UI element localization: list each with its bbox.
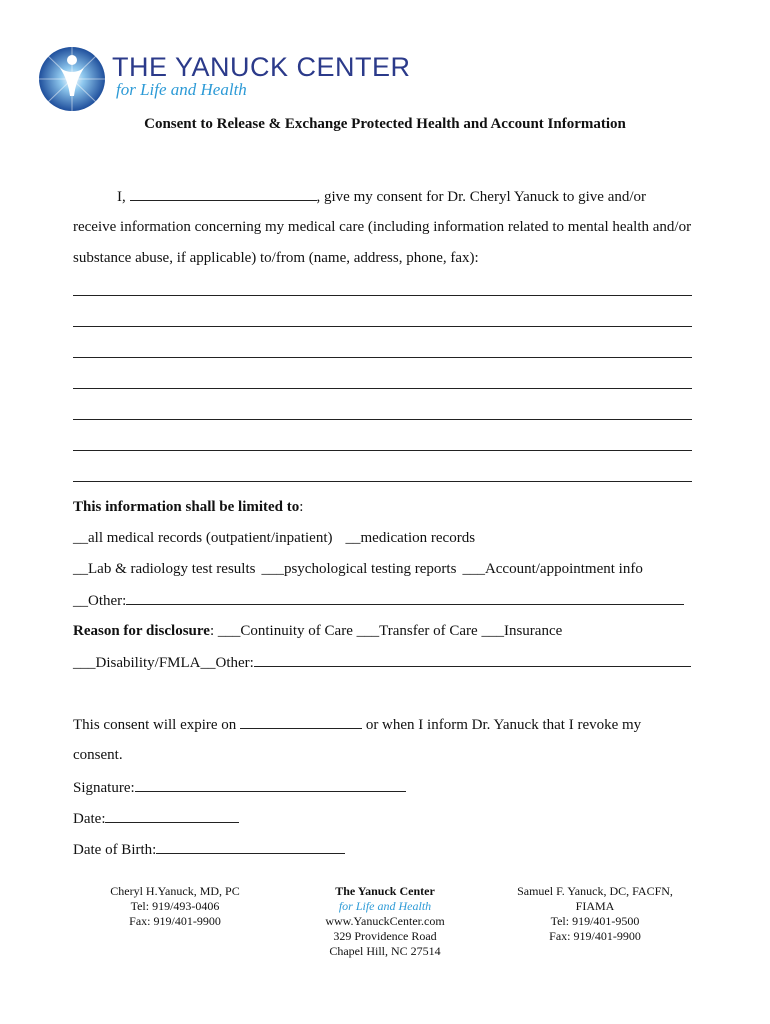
footer-center	[290, 884, 480, 959]
expire-row-1	[73, 714, 641, 735]
option-account[interactable]: ___Account/appointment info	[462, 561, 643, 577]
recipient-line-6[interactable]	[73, 450, 692, 451]
expire-suffix: or when I inform Dr. Yanuck that I revoke my	[362, 717, 642, 733]
option-continuity[interactable]: ___Continuity of Care	[217, 623, 353, 639]
option-transfer[interactable]: ___Transfer of Care	[356, 623, 478, 639]
consent-line-3: substance abuse, if applicable) to/from (name, address, phone, fax):	[73, 250, 479, 266]
option-all-medical[interactable]: __all medical records (outpatient/inpatient)	[73, 530, 333, 546]
expire-row-2: consent.	[73, 747, 123, 763]
limited-heading-row	[73, 497, 303, 517]
reason-row-2	[73, 652, 691, 673]
consent-line-1	[117, 186, 646, 207]
footer-center-tagline: for Life and Health	[338, 899, 432, 913]
limited-row-1	[73, 528, 475, 548]
option-other[interactable]: __Other:	[73, 593, 127, 609]
date-label: Date:	[73, 811, 106, 827]
footer-left-tel: Tel: 919/493-0406	[130, 899, 220, 913]
consent-prefix: I,	[117, 189, 130, 205]
date-row	[73, 808, 239, 829]
footer-left-fax: Fax: 919/401-9900	[129, 914, 221, 928]
signature-field[interactable]	[135, 777, 406, 792]
recipient-line-7[interactable]	[73, 481, 692, 482]
footer-right	[495, 884, 695, 944]
footer-left-name: Cheryl H.Yanuck, MD, PC	[110, 884, 240, 898]
date-field[interactable]	[105, 808, 239, 823]
expire-prefix: This consent will expire on	[73, 717, 241, 733]
logo-subtitle: for Life and Health	[116, 80, 247, 99]
recipient-line-3[interactable]	[73, 357, 692, 358]
consent-line-2: receive information concerning my medical care (including information related to mental health and/or	[73, 219, 692, 235]
footer-city: Chapel Hill, NC 27514	[329, 944, 441, 958]
option-lab[interactable]: __Lab & radiology test results	[73, 561, 256, 577]
recipient-line-4[interactable]	[73, 388, 692, 389]
reason-colon: :	[209, 623, 215, 639]
reason-other-field[interactable]	[254, 652, 691, 667]
footer-right-fax: Fax: 919/401-9900	[549, 929, 641, 943]
recipient-line-5[interactable]	[73, 419, 692, 420]
footer-center-name: The Yanuck Center	[335, 884, 435, 898]
name-field[interactable]	[130, 186, 317, 201]
consent-suffix: , give my consent for Dr. Cheryl Yanuck to give and/or	[316, 189, 647, 205]
signature-row	[73, 777, 406, 798]
reason-heading: Reason for disclosure	[73, 623, 210, 639]
footer-left	[80, 884, 270, 929]
limited-heading: This information shall be limited to	[73, 499, 300, 515]
reason-row-1	[73, 621, 562, 641]
expire-date-field[interactable]	[240, 714, 362, 729]
other-field[interactable]	[126, 590, 684, 605]
limited-row-3	[73, 590, 684, 611]
limited-row-2	[73, 559, 643, 579]
option-psych[interactable]: ___psychological testing reports	[261, 561, 457, 577]
recipient-line-1[interactable]	[73, 295, 692, 296]
limited-colon: :	[299, 499, 304, 515]
signature-label: Signature:	[73, 780, 135, 796]
dob-row	[73, 839, 345, 860]
dob-label: Date of Birth:	[73, 842, 157, 858]
option-medication[interactable]: __medication records	[345, 530, 476, 546]
footer-website-link[interactable]: www.YanuckCenter.com	[325, 914, 445, 928]
yanuck-logo-icon	[38, 46, 106, 112]
recipient-line-2[interactable]	[73, 326, 692, 327]
logo-title: THE YANUCK CENTER	[112, 52, 411, 82]
page-title: Consent to Release & Exchange Protected Health and Account Information	[144, 116, 626, 132]
footer-right-credential: FIAMA	[575, 899, 615, 913]
option-insurance[interactable]: ___Insurance	[481, 623, 563, 639]
footer-right-name: Samuel F. Yanuck, DC, FACFN,	[517, 884, 673, 898]
dob-field[interactable]	[156, 839, 345, 854]
footer-right-tel: Tel: 919/401-9500	[550, 914, 640, 928]
option-disability[interactable]: ___Disability/FMLA__Other:	[73, 655, 254, 671]
logo	[38, 42, 411, 114]
footer-address: 329 Providence Road	[333, 929, 437, 943]
